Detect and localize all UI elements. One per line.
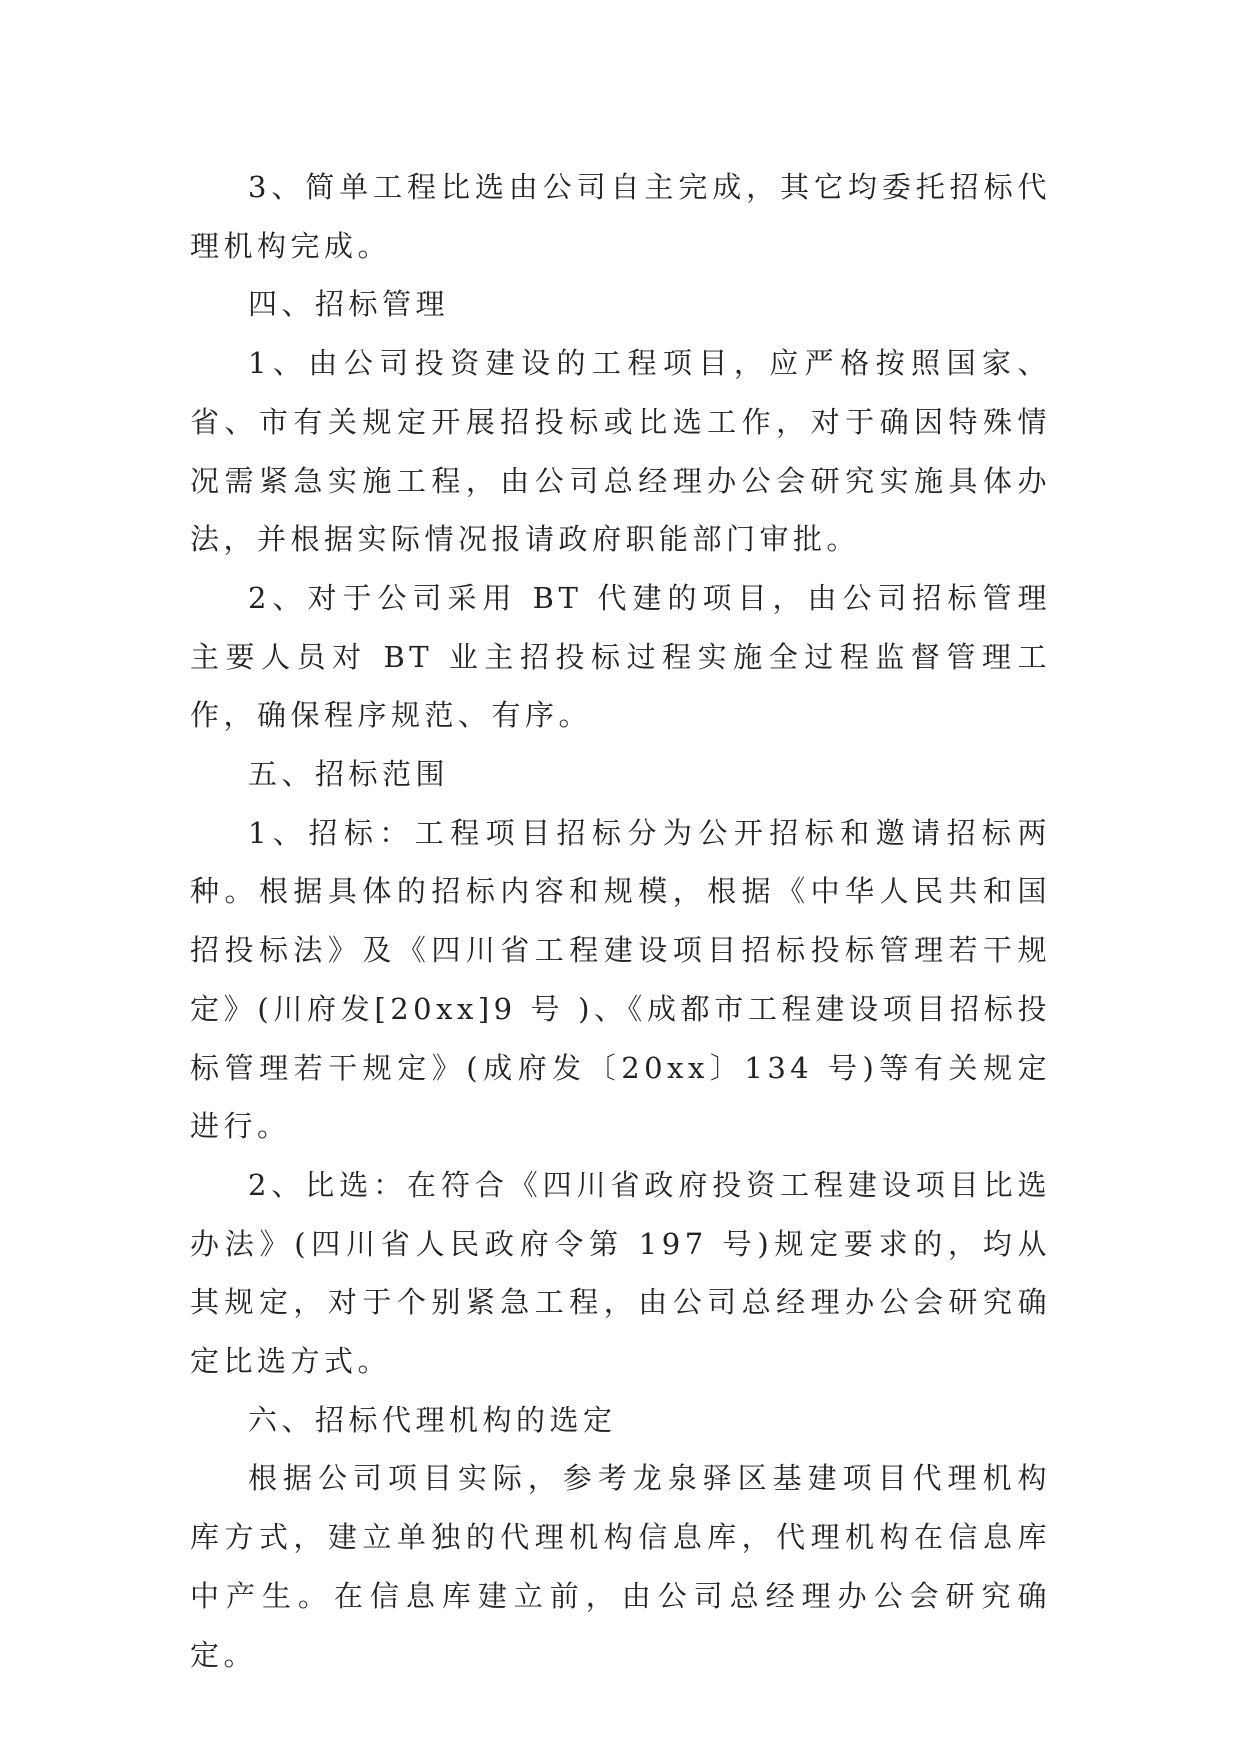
paragraph-item-3-agency: 3、简单工程比选由公司自主完成，其它均委托招标代理机构完成。 — [190, 170, 1051, 263]
paragraph-agency-database: 根据公司项目实际，参考龙泉驿区基建项目代理机构库方式，建立单独的代理机构信息库，代理机构在信息库中产生。在信息库建立前，由公司总经理办公会研究确定。 — [190, 1461, 1051, 1672]
paragraph-item-2-bt-projects: 2、对于公司采用 BT 代建的项目，由公司招标管理主要人员对 BT 业主招投标过程实施全过程监督管理工作，确保程序规范、有序。 — [190, 580, 1051, 733]
section-heading-bidding-scope: 五、招标范围 — [248, 757, 450, 792]
section-heading-bidding-management: 四、招标管理 — [248, 287, 450, 322]
paragraph-item-1-regulations: 1、由公司投资建设的工程项目，应严格按照国家、省、市有关规定开展招投标或比选工作，对于确因特殊情况需紧急实施工程，由公司总经理办公会研究实施具体办法，并根据实际情况报请政府职能部门审批。 — [190, 346, 1051, 557]
paragraph-item-2-comparison: 2、比选：在符合《四川省政府投资工程建设项目比选办法》(四川省人民政府令第 197 号)规定要求的，均从其规定，对于个别紧急工程，由公司总经理办公会研究确定比选方式。 — [190, 1167, 1051, 1379]
document-body — [190, 158, 1051, 1684]
paragraph-item-1-bidding: 1、招标：工程项目招标分为公开招标和邀请招标两种。根据具体的招标内容和规模，根据《中华人民共和国招投标法》及《四川省工程建设项目招标投标管理若干规定》(川府发[20xx]9 号 )、《成都市工程建设项目招标投标管理若干规定》(成府发〔20xx〕134 号)等有关规定进行。 — [190, 815, 1051, 1144]
section-heading-agency-selection: 六、招标代理机构的选定 — [248, 1402, 617, 1437]
